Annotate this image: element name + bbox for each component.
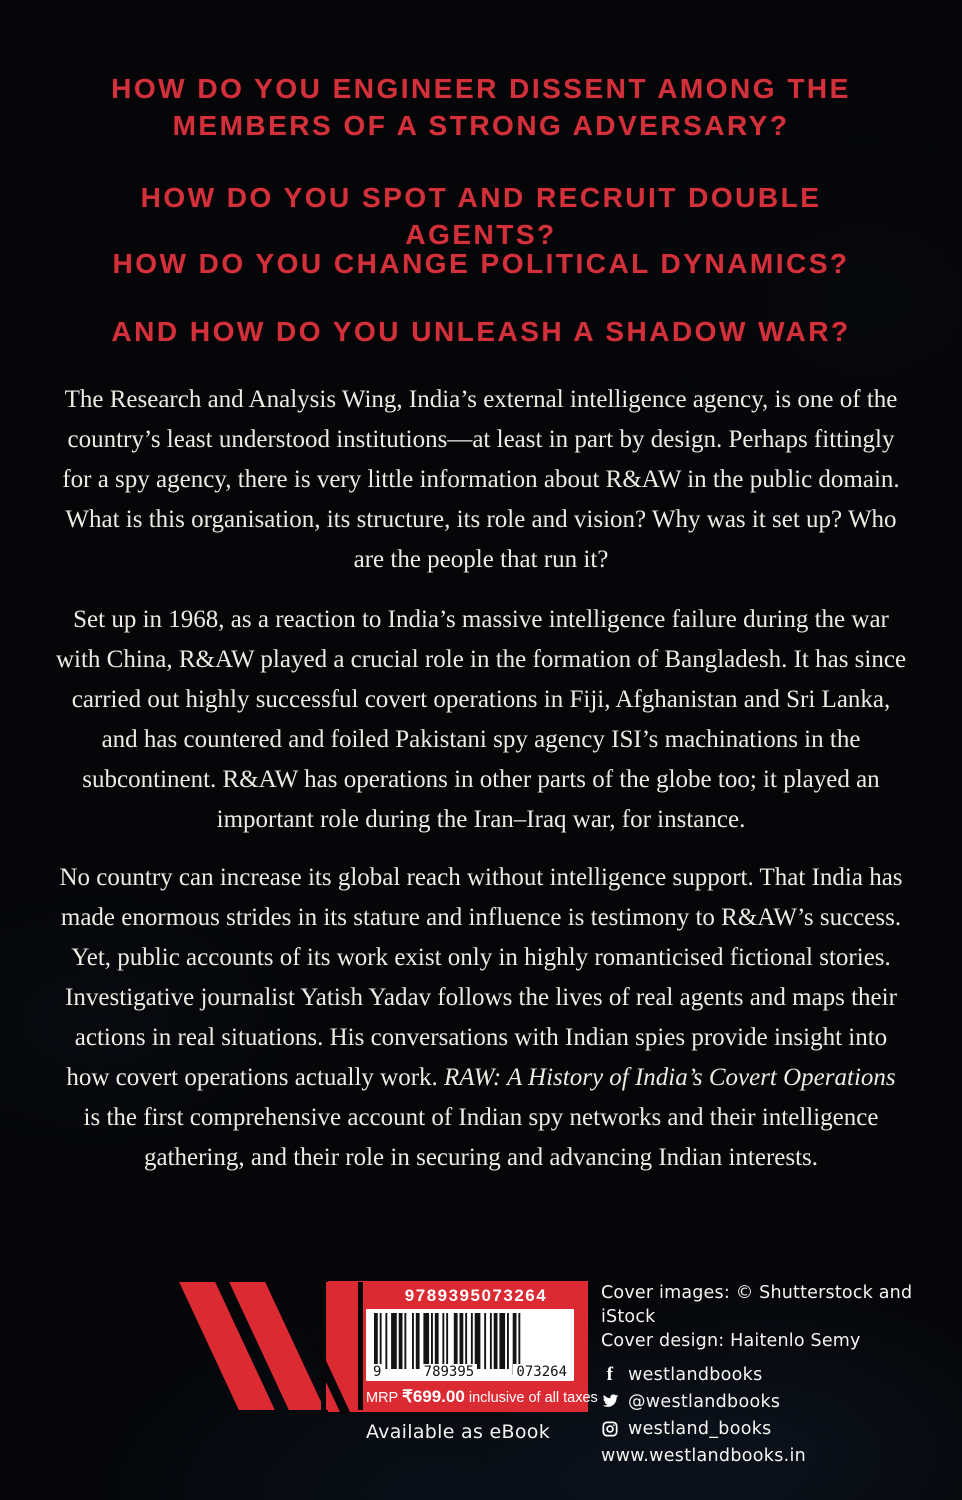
headline-engineer-dissent: HOW DO YOU ENGINEER DISSENT AMONG THE MEMBERS OF A STRONG ADVERSARY? bbox=[111, 73, 851, 142]
instagram-icon bbox=[601, 1420, 619, 1438]
twitter-handle: @westlandbooks bbox=[628, 1391, 781, 1412]
synopsis-paragraph-3-tail: is the first comprehensive account of Indian spy networks and their intelligence gathering, and their role in securing and advancing Indian interests. bbox=[83, 1104, 879, 1171]
social-links bbox=[601, 1363, 931, 1467]
credits-block bbox=[601, 1281, 931, 1471]
ebook-availability-note: Available as eBook bbox=[366, 1421, 550, 1443]
headline-political-dynamics: HOW DO YOU CHANGE POLITICAL DYNAMICS? bbox=[112, 248, 850, 279]
barcode bbox=[366, 1309, 574, 1381]
tax-note: inclusive of all taxes bbox=[468, 1390, 598, 1406]
twitter-icon bbox=[601, 1393, 619, 1411]
mrp-price-line bbox=[366, 1387, 598, 1407]
synopsis-paragraph-2: Set up in 1968, as a reaction to India’s massive intelligence failure during the war with China, R&AW played a crucial role in the formation of Bangladesh. It has since carried out highly successful covert operations in Fiji, Afghanistan and Sri Lanka, and has countered and foiled Pakistani spy agency ISI’s machinations in the subcontinent. R&AW has operations in other parts of the globe too; it played an important role during the Iran–Iraq war, for instance. bbox=[55, 606, 907, 833]
headline-double-agents: HOW DO YOU SPOT AND RECRUIT DOUBLE AGENTS? bbox=[140, 182, 822, 251]
barcode-digit-group-3: 073264 bbox=[513, 1364, 570, 1380]
website-url: www.westlandbooks.in bbox=[601, 1445, 807, 1466]
cover-images-credit: Cover images: © Shutterstock and iStock bbox=[601, 1283, 913, 1327]
website-row bbox=[601, 1444, 931, 1467]
isbn-number: 9789395073264 bbox=[404, 1286, 548, 1305]
twitter-row bbox=[601, 1390, 931, 1413]
barcode-digit-group-1: 9 bbox=[370, 1364, 384, 1380]
book-title-italic: RAW: A History of India’s Covert Operations bbox=[444, 1064, 896, 1091]
facebook-row bbox=[601, 1363, 931, 1386]
cover-design-credit: Cover design: Haitenlo Semy bbox=[601, 1331, 861, 1351]
synopsis-paragraph-3-text: No country can increase its global reach without intelligence support. That India has made enormous strides in its stature and influence is testimony to R&AW’s success. Yet, public accounts of its work exist only in highly romanticised fictional stories. Investigative journalist Yatish Yadav follows the lives of real agents and maps their actions in real situations. His conversations with Indian spies provide insight into how covert operations actually work. bbox=[59, 864, 903, 1091]
synopsis-paragraph-1: The Research and Analysis Wing, India’s external intelligence agency, is one of the country’s least understood institutions—at least in part by design. Perhaps fittingly for a spy agency, there is very little information about R&AW in the public domain. What is this organisation, its structure, its role and vision? Why was it set up? Who are the people that run it? bbox=[62, 386, 900, 573]
headline-shadow-war: AND HOW DO YOU UNLEASH A SHADOW WAR? bbox=[111, 316, 851, 347]
instagram-handle: westland_books bbox=[628, 1418, 772, 1439]
westland-logo bbox=[203, 1280, 373, 1412]
barcode-digit-group-2: 789395 bbox=[421, 1364, 478, 1380]
synopsis-paragraph-3 bbox=[55, 858, 907, 1178]
price-value: ₹699.00 bbox=[402, 1387, 465, 1406]
barcode-digits bbox=[370, 1363, 570, 1380]
logo-vertical-bar bbox=[321, 1282, 363, 1410]
mrp-label: MRP bbox=[366, 1390, 398, 1406]
instagram-row bbox=[601, 1417, 931, 1440]
facebook-icon: f bbox=[606, 1363, 614, 1385]
facebook-handle: westlandbooks bbox=[628, 1364, 763, 1385]
